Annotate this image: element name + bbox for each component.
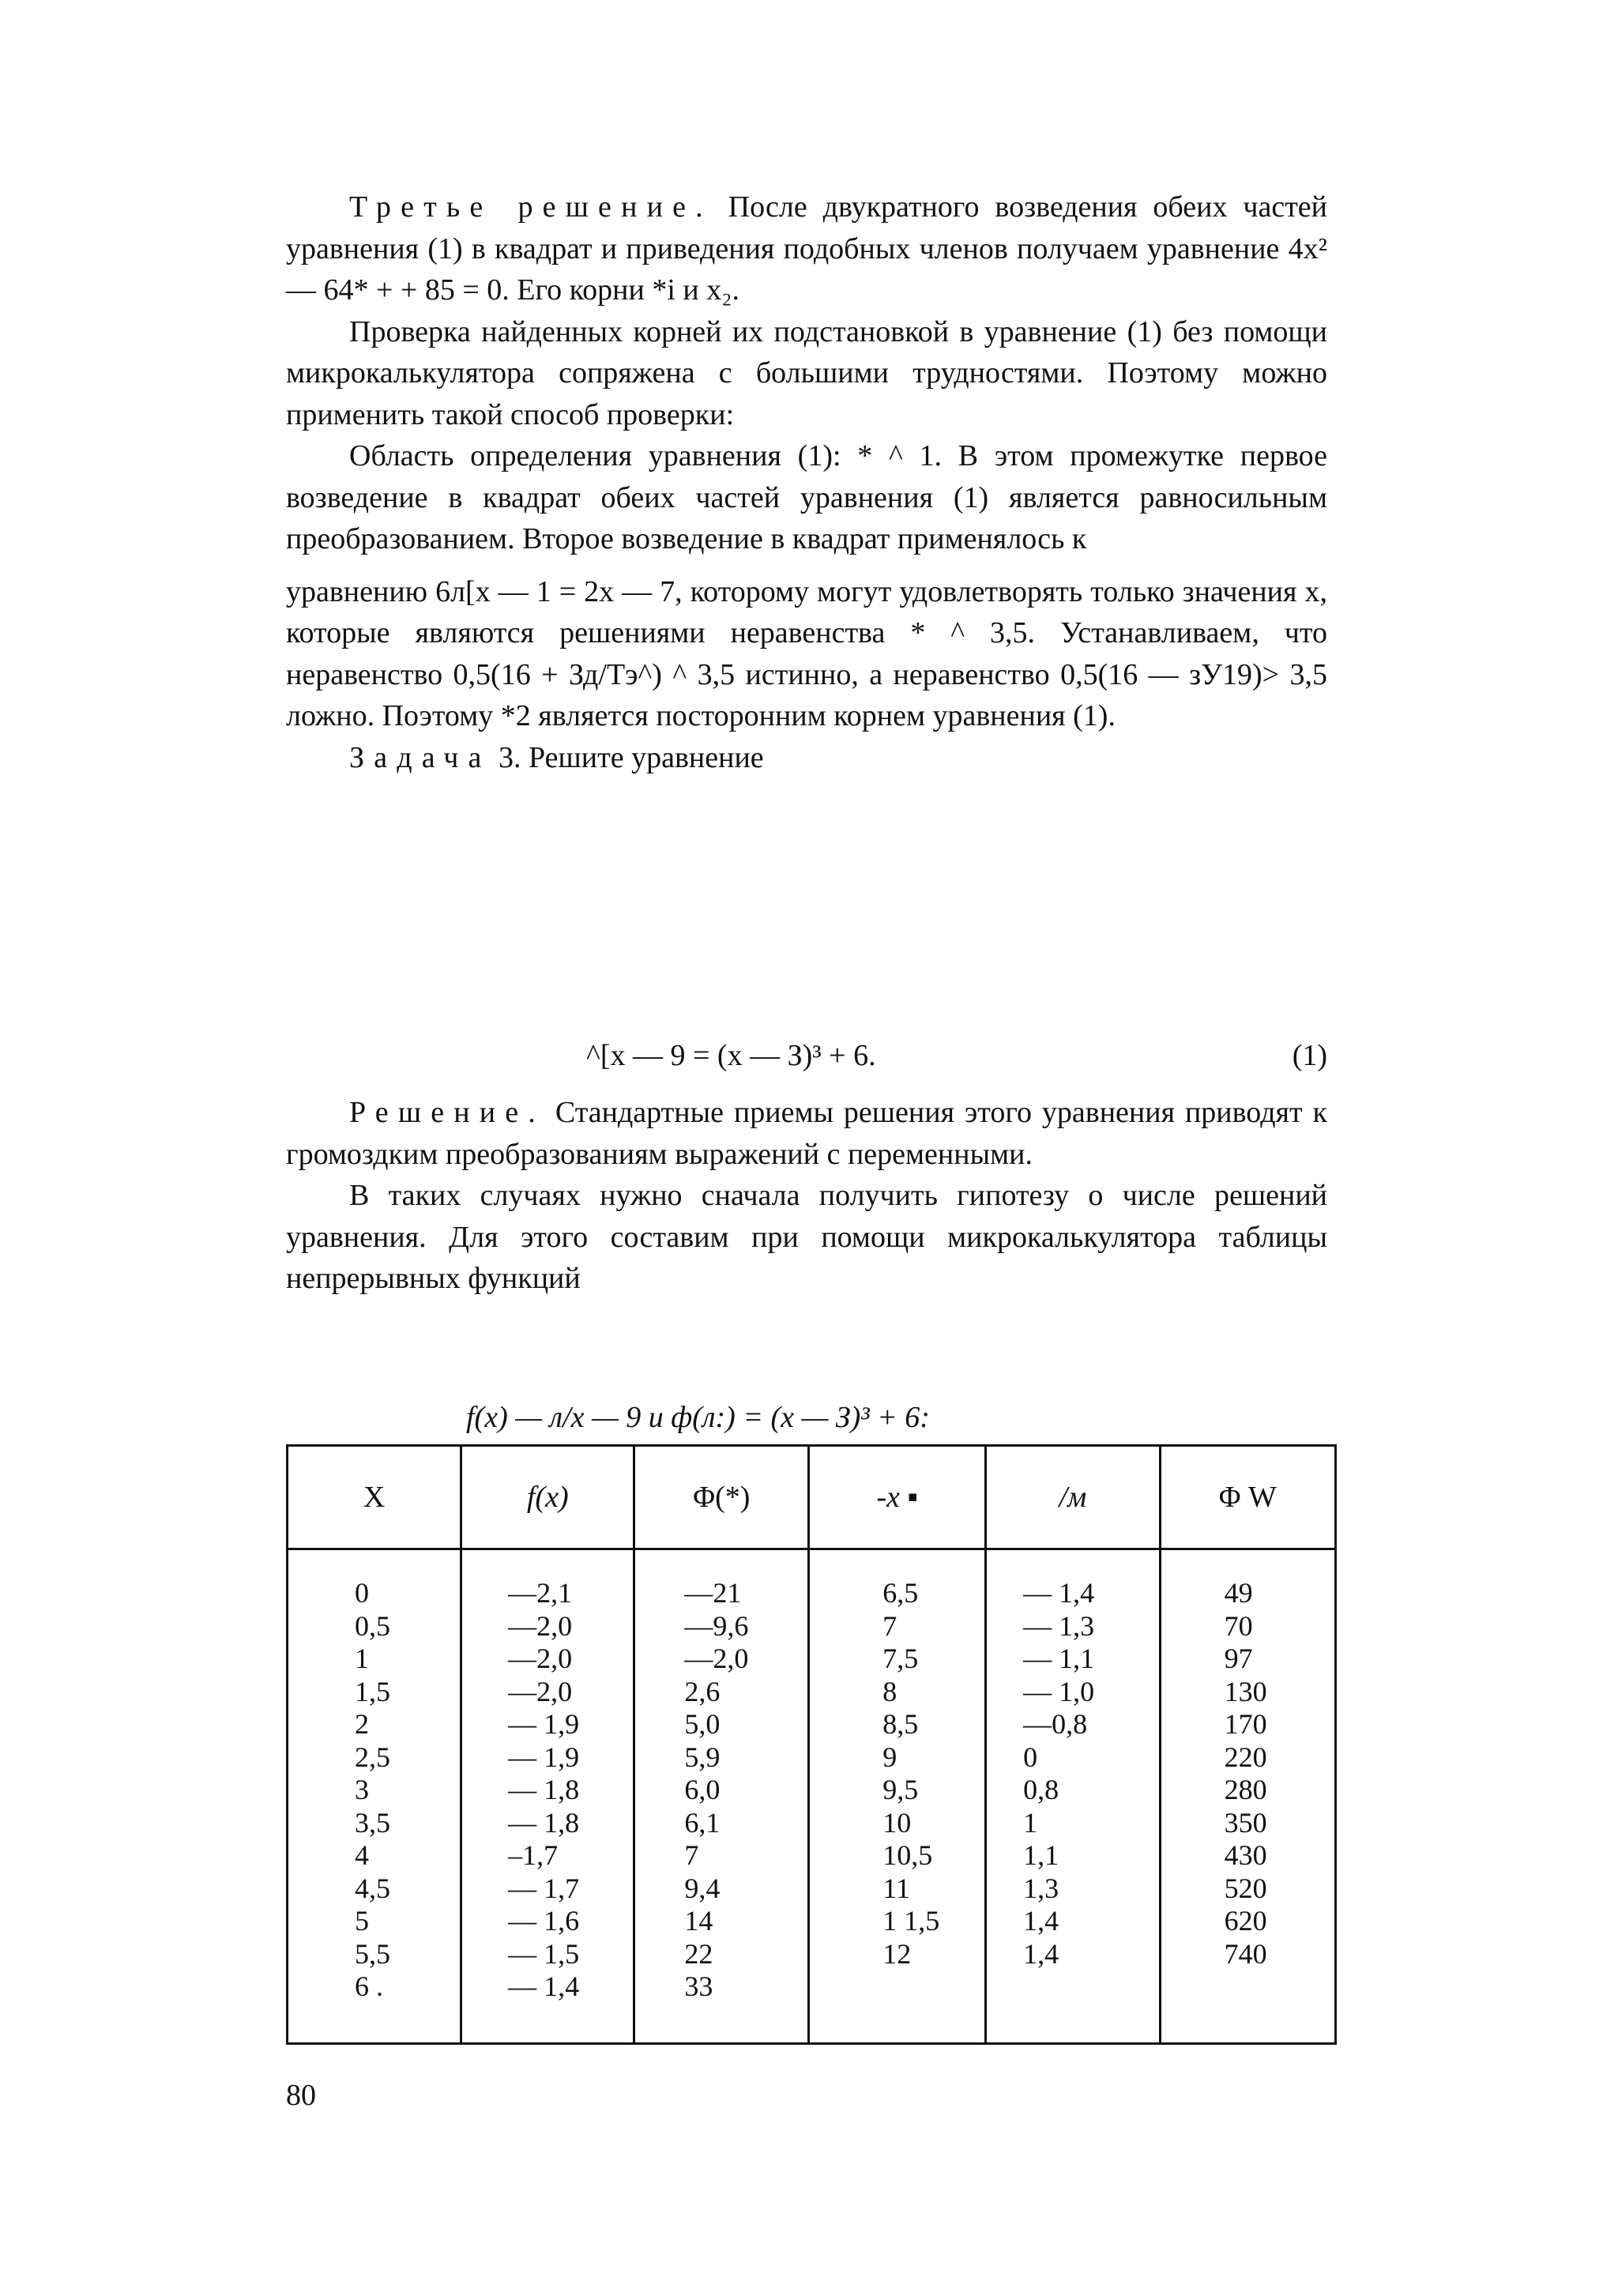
column-f2-values	[986, 1549, 1161, 2044]
column-x2-values	[809, 1549, 986, 2044]
header-f-x: f(x)	[461, 1446, 634, 1549]
table-cell: 2	[355, 1708, 369, 1740]
table-cell: 6,1	[684, 1806, 721, 1839]
header-x-2: -x ▪	[809, 1446, 986, 1549]
column-phi-values	[634, 1549, 809, 2044]
table-cell: 5,5	[355, 1937, 390, 1970]
table-cell: 0	[1023, 1741, 1038, 1773]
table-cell: 0,5	[355, 1609, 390, 1642]
table-cell: 1,1	[1023, 1839, 1059, 1871]
table-cell: 430	[1224, 1839, 1267, 1871]
table-cell: 10	[882, 1806, 912, 1839]
table-cell: —2,0	[508, 1643, 573, 1674]
table-header-row	[288, 1446, 1336, 1549]
table-cell: 0	[355, 1577, 369, 1609]
table-cell: 70	[1224, 1609, 1253, 1642]
table-cell: 9	[882, 1741, 897, 1773]
paragraph-inequality: уравнению 6л[x — 1 = 2x — 7, которому могут удовлетворять только значения x, которые являются решениями неравенства * ^ 3,5. Устанавливаем, что неравенство 0,5(16 + Зд/Тэ^) ^ 3,5 истинно, а неравенство 0,5(16 — зУ19)> 3,5 ложно. Поэтому *2 является посторонним корнем уравнения (1).	[286, 574, 1327, 732]
task-heading: Задача	[349, 740, 491, 774]
table-cell: 7	[684, 1839, 699, 1871]
header-phi-1: Φ(*)	[634, 1446, 809, 1549]
function-values-table	[286, 1444, 1337, 2045]
table-cell: 4	[355, 1839, 369, 1871]
table-cell: 6,0	[684, 1774, 721, 1805]
table-cell: 14	[684, 1905, 713, 1937]
table-caption: f(x) — л/x — 9 и ф(л:) = (x — З)³ + 6:	[466, 1401, 930, 1434]
table-cell: — 1,4	[1023, 1577, 1095, 1609]
table-cell: —9,6	[684, 1609, 749, 1642]
table-cell: 5,0	[684, 1708, 721, 1740]
table-cell: 1,4	[1023, 1937, 1059, 1970]
table-cell: —2,1	[508, 1577, 573, 1609]
table-cell: 6 .	[355, 1970, 383, 2002]
equation-1	[286, 1035, 1327, 1076]
table-cell: — 1,0	[1023, 1675, 1095, 1707]
table-cell: 5,9	[684, 1741, 721, 1773]
paragraph-task-3	[286, 737, 1327, 779]
table-cell: —21	[684, 1577, 742, 1609]
paragraph-verification: Проверка найденных корней их подстановкой в уравнение (1) без помощи микрокалькулятора сопряжена с большими трудностями. Поэтому можно применить такой способ проверки:	[286, 314, 1327, 431]
equation-body: ^[x — 9 = (x — З)³ + 6.	[586, 1039, 876, 1072]
third-solution-heading: Третье решение.	[349, 190, 713, 224]
table-cell: 7,5	[882, 1643, 919, 1674]
paragraph-domain: Область определения уравнения (1): * ^ 1. В этом промежутке первое возведение в квадрат обеих частей уравнения (1) является равносильным преобразованием. Второе возведение в квадрат применялось к	[286, 439, 1327, 555]
table-cell: — 1,1	[1023, 1643, 1095, 1674]
table-cell: 8,5	[882, 1708, 919, 1740]
paragraph-third-solution	[286, 186, 1327, 311]
table-cell: — 1,5	[508, 1937, 580, 1970]
table-cell: 7	[882, 1609, 897, 1642]
page-number: 80	[286, 2079, 316, 2112]
text-block-top	[286, 186, 1327, 778]
solution-text: Стандартные приемы решения этого уравнения приводят к громоздким преобразованиям выражений с переменными.	[286, 1096, 1327, 1171]
text-block-middle	[286, 1092, 1327, 1300]
table-cell: 10,5	[882, 1839, 933, 1871]
table-cell: 740	[1224, 1937, 1267, 1970]
header-f-2: /м	[986, 1446, 1161, 1549]
table-cell: 220	[1224, 1741, 1267, 1773]
table-cell: 350	[1224, 1806, 1267, 1839]
table-cell: 97	[1224, 1643, 1253, 1674]
third-solution-text: После двукратного возведения обеих частей уравнения (1) в квадрат и приведения подобных членов получаем уравнение 4x² — 64* + + 85 = 0. Его корни *i и x₂.	[286, 190, 1327, 307]
table-cell: 520	[1224, 1872, 1267, 1904]
table-cell: 11	[882, 1872, 910, 1904]
table-cell: 9,5	[882, 1774, 919, 1805]
paragraph-hypothesis: В таких случаях нужно сначала получить гипотезу о числе решений уравнения. Для этого составим при помощи микрокалькулятора таблицы непрерывных функций	[286, 1179, 1327, 1295]
table-cell: 0,8	[1023, 1774, 1059, 1805]
table-cell: — 1,9	[508, 1741, 580, 1773]
table-cell: —0,8	[1023, 1708, 1088, 1740]
table-cell: — 1,9	[508, 1708, 580, 1740]
table-cell: 12	[882, 1937, 912, 1970]
table-cell: 1,4	[1023, 1905, 1059, 1937]
table-cell: — 1,6	[508, 1905, 580, 1937]
solution-heading: Решение.	[349, 1096, 545, 1129]
table-body-row	[288, 1549, 1336, 2044]
header-phi-2: Φ W	[1160, 1446, 1335, 1549]
table-cell: — 1,4	[508, 1970, 580, 2002]
table-cell: 2,5	[355, 1741, 390, 1773]
table-cell: —2,0	[508, 1675, 573, 1707]
column-f-values	[461, 1549, 634, 2044]
table-cell: 22	[684, 1937, 713, 1970]
header-x: X	[288, 1446, 461, 1549]
table-cell: — 1,7	[508, 1872, 580, 1904]
table-cell: —2,0	[684, 1643, 749, 1674]
table-cell: 130	[1224, 1675, 1267, 1707]
table-cell: 1,3	[1023, 1872, 1059, 1904]
table-cell: 33	[684, 1970, 713, 2002]
table-cell: — 1,8	[508, 1806, 580, 1839]
table-cell: 1	[355, 1643, 369, 1674]
table-cell: 2,6	[684, 1675, 721, 1707]
table-cell: 1 1,5	[882, 1905, 940, 1937]
table-cell: 49	[1224, 1577, 1253, 1609]
table-cell: 3,5	[355, 1806, 390, 1839]
table-cell: 3	[355, 1774, 369, 1805]
paragraph-solution	[286, 1092, 1327, 1175]
task-text: 3. Решите уравнение	[491, 740, 764, 774]
table-cell: — 1,8	[508, 1774, 580, 1805]
table-cell: — 1,3	[1023, 1609, 1095, 1642]
table-cell: 8	[882, 1675, 897, 1707]
table-cell: 170	[1224, 1708, 1267, 1740]
table-cell: —2,0	[508, 1609, 573, 1642]
column-phi2-values	[1160, 1549, 1335, 2044]
equation-number: (1)	[1292, 1039, 1327, 1072]
table-cell: 6,5	[882, 1577, 919, 1609]
table-cell: 9,4	[684, 1872, 721, 1904]
table-cell: –1,7	[508, 1839, 559, 1871]
table-cell: 1	[1023, 1806, 1038, 1839]
table-cell: 5	[355, 1905, 369, 1937]
table-cell: 4,5	[355, 1872, 390, 1904]
table-cell: 1,5	[355, 1675, 390, 1707]
table-cell: 280	[1224, 1774, 1267, 1805]
column-x-values	[288, 1549, 461, 2044]
table-cell: 620	[1224, 1905, 1267, 1937]
